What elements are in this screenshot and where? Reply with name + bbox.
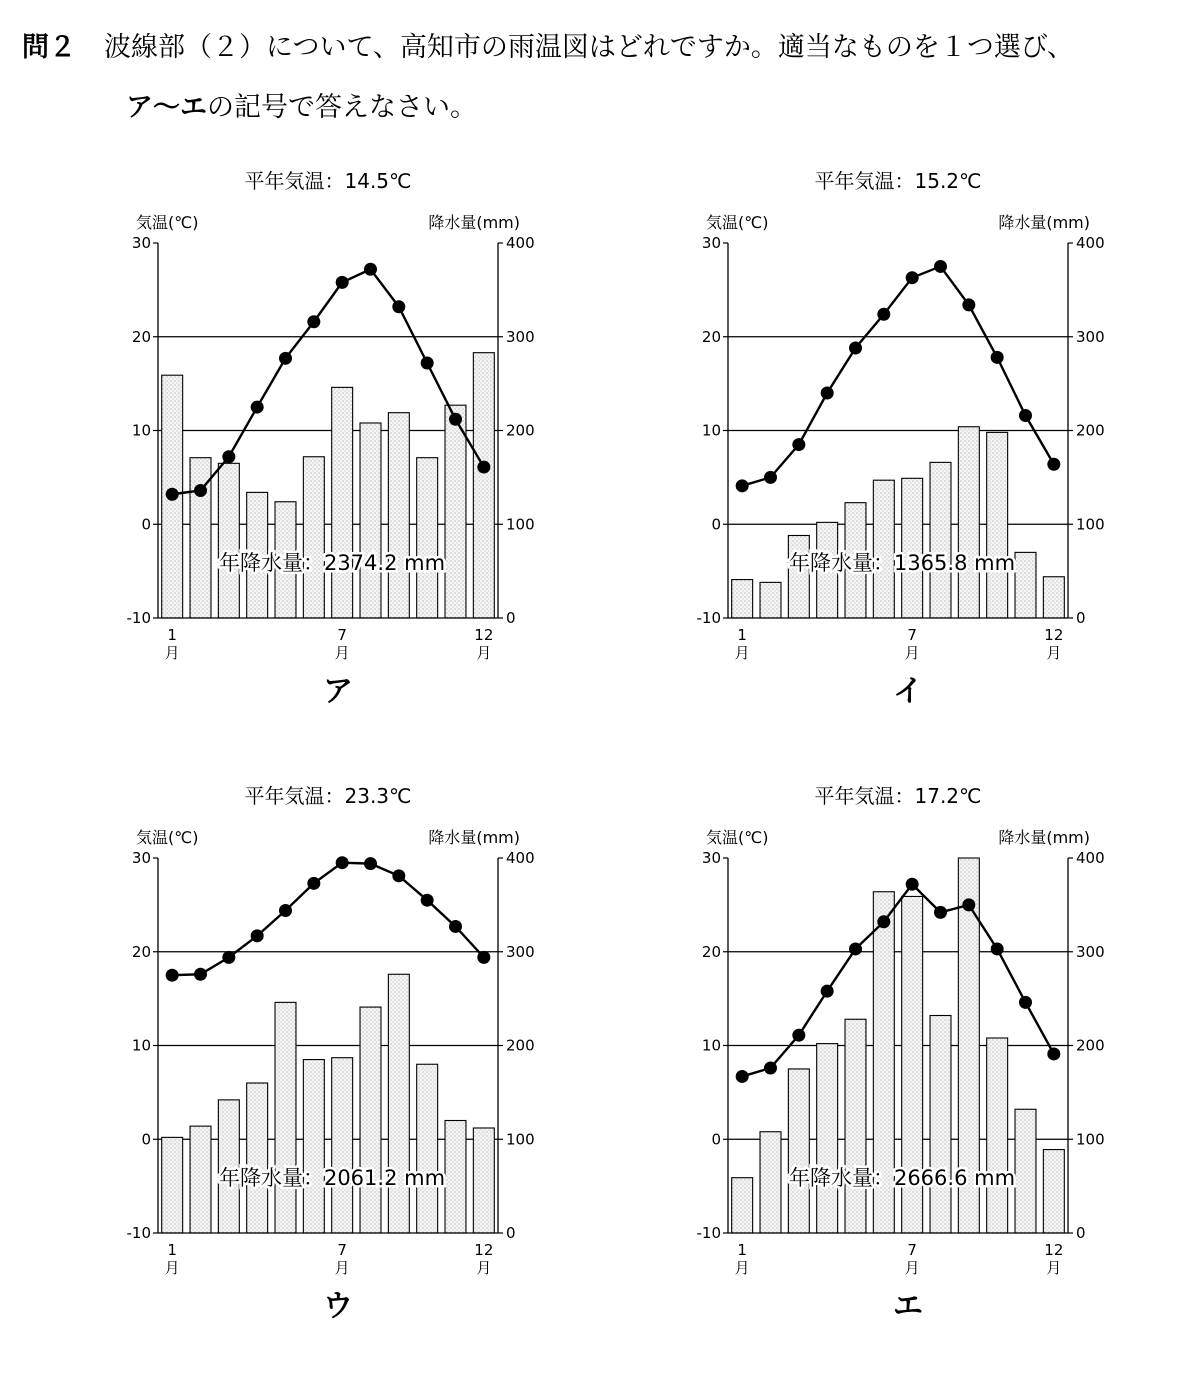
temp-point: [877, 915, 890, 928]
precip-bar: [417, 458, 438, 618]
precip-bar: [303, 1060, 324, 1233]
temp-point: [962, 898, 975, 911]
question-line-1: [22, 18, 1182, 78]
precip-tick-label: 0: [1076, 609, 1086, 627]
temp-tick-label: 10: [701, 421, 721, 440]
precip-bar: [247, 1083, 268, 1233]
precip-tick-label: 300: [1076, 327, 1105, 346]
temp-point: [736, 1070, 749, 1083]
precip-bar: [275, 1002, 296, 1233]
annual-precip-label: 年降水量：2061.2 mm: [218, 1166, 446, 1191]
temp-axis-label: 気温(℃): [136, 213, 199, 232]
x-tick-unit: 月: [1046, 644, 1062, 662]
temp-point: [421, 894, 434, 907]
temp-point: [222, 450, 235, 463]
precip-bar: [218, 463, 239, 618]
precip-bar: [332, 1058, 353, 1233]
temp-point: [166, 488, 179, 501]
precip-bar: [1015, 1109, 1036, 1233]
x-tick-number: 1: [167, 1241, 177, 1259]
precip-tick-label: 200: [1076, 421, 1105, 440]
precip-tick-label: 0: [506, 609, 516, 627]
temp-point: [792, 438, 805, 451]
x-tick-unit: 月: [904, 644, 920, 662]
temp-point: [166, 969, 179, 982]
temp-tick-label: 0: [711, 1130, 721, 1149]
temp-point: [792, 1029, 805, 1042]
temp-tick-label: 20: [701, 942, 721, 961]
chart-title: 平年気温：23.3℃: [244, 784, 412, 808]
temp-point: [336, 856, 349, 869]
precip-axis-label: 降水量(mm): [428, 828, 520, 847]
temp-point: [477, 461, 490, 474]
temp-tick-label: -10: [126, 609, 151, 627]
temp-point: [1019, 409, 1032, 422]
temp-point: [222, 951, 235, 964]
temp-tick-label: 0: [141, 515, 151, 534]
temp-point: [279, 352, 292, 365]
temp-point: [736, 479, 749, 492]
temp-point: [279, 904, 292, 917]
precip-bar: [332, 387, 353, 618]
precip-bar: [360, 1007, 381, 1233]
precip-bar: [388, 974, 409, 1233]
precip-bar: [732, 580, 753, 618]
temp-tick-label: 0: [141, 1130, 151, 1149]
x-tick-unit: 月: [476, 1259, 492, 1277]
x-tick-number: 7: [337, 1241, 347, 1259]
choice-label: イ: [893, 674, 923, 709]
x-tick-unit: 月: [734, 644, 750, 662]
x-tick-number: 1: [737, 1241, 747, 1259]
temp-point: [194, 484, 207, 497]
precip-bar: [473, 1128, 494, 1233]
precip-bar: [1043, 1150, 1064, 1233]
precip-tick-label: 200: [506, 1036, 535, 1055]
temp-point: [251, 401, 264, 414]
temp-tick-label: 20: [131, 327, 151, 346]
precip-tick-label: 200: [506, 421, 535, 440]
precip-tick-label: 100: [506, 515, 535, 534]
precip-bar: [930, 1016, 951, 1234]
temp-point: [821, 985, 834, 998]
x-tick-number: 7: [907, 626, 917, 644]
precip-bar: [817, 1044, 838, 1233]
choice-label: ウ: [323, 1289, 353, 1324]
temp-point: [392, 300, 405, 313]
temp-point: [906, 878, 919, 891]
temp-tick-label: 10: [701, 1036, 721, 1055]
temp-point: [991, 942, 1004, 955]
choice-label: ア: [323, 674, 353, 709]
x-tick-unit: 月: [334, 1259, 350, 1277]
x-tick-number: 12: [1044, 1241, 1064, 1259]
temp-axis-label: 気温(℃): [136, 828, 199, 847]
temp-tick-label: 0: [711, 515, 721, 534]
x-tick-number: 1: [737, 626, 747, 644]
temp-axis-label: 気温(℃): [706, 828, 769, 847]
temp-tick-label: 20: [701, 327, 721, 346]
precip-bar: [788, 536, 809, 619]
temp-point: [934, 260, 947, 273]
x-tick-number: 7: [907, 1241, 917, 1259]
x-tick-unit: 月: [1046, 1259, 1062, 1277]
precip-bar: [873, 480, 894, 618]
annual-precip-label: 年降水量：2666.6 mm: [788, 1166, 1016, 1191]
temp-point: [449, 413, 462, 426]
chart-title: 平年気温：14.5℃: [244, 169, 412, 193]
precip-tick-label: 300: [506, 942, 535, 961]
temp-point: [849, 342, 862, 355]
temp-point: [307, 315, 320, 328]
temp-point: [364, 857, 377, 870]
temp-tick-label: 30: [701, 234, 721, 252]
precip-tick-label: 300: [506, 327, 535, 346]
precip-bar: [1015, 552, 1036, 618]
x-tick-number: 1: [167, 626, 177, 644]
precip-tick-label: 400: [1076, 849, 1105, 867]
precip-bar: [760, 1132, 781, 1233]
temp-point: [194, 968, 207, 981]
precip-bar: [388, 413, 409, 618]
precip-tick-label: 0: [506, 1224, 516, 1242]
temp-point: [934, 906, 947, 919]
temp-point: [364, 263, 377, 276]
precip-bar: [987, 1038, 1008, 1233]
precip-bar: [845, 1019, 866, 1233]
temp-point: [821, 387, 834, 400]
temp-tick-label: -10: [126, 1224, 151, 1242]
precip-bar: [958, 427, 979, 618]
temp-point: [1019, 996, 1032, 1009]
precip-tick-label: 0: [1076, 1224, 1086, 1242]
annual-precip-label: 年降水量：2374.2 mm: [218, 551, 446, 576]
precip-bar: [732, 1178, 753, 1233]
chart-title: 平年気温：17.2℃: [814, 784, 982, 808]
annual-precip-label: 年降水量：1365.8 mm: [788, 551, 1016, 576]
temp-point: [991, 351, 1004, 364]
temp-point: [962, 298, 975, 311]
x-tick-number: 12: [474, 1241, 494, 1259]
precip-tick-label: 400: [506, 849, 535, 867]
question-number: 問２: [22, 32, 76, 63]
temp-point: [392, 869, 405, 882]
temp-point: [449, 920, 462, 933]
temp-point: [906, 271, 919, 284]
temp-point: [1047, 458, 1060, 471]
x-tick-number: 12: [474, 626, 494, 644]
x-tick-unit: 月: [334, 644, 350, 662]
x-tick-unit: 月: [476, 644, 492, 662]
temp-tick-label: -10: [696, 1224, 721, 1242]
temp-point: [764, 1062, 777, 1075]
question-instruction: の記号で答えなさい。: [207, 92, 477, 123]
temp-point: [877, 308, 890, 321]
temp-tick-label: 30: [131, 849, 151, 867]
temp-point: [764, 471, 777, 484]
question-line-2: [22, 78, 1182, 138]
temp-tick-label: 20: [131, 942, 151, 961]
x-tick-unit: 月: [164, 644, 180, 662]
x-tick-unit: 月: [164, 1259, 180, 1277]
precip-tick-label: 100: [506, 1130, 535, 1149]
temp-tick-label: -10: [696, 609, 721, 627]
precip-tick-label: 400: [1076, 234, 1105, 252]
precip-tick-label: 300: [1076, 942, 1105, 961]
temp-tick-label: 10: [131, 421, 151, 440]
precip-axis-label: 降水量(mm): [998, 828, 1090, 847]
precip-bar: [445, 1121, 466, 1234]
precip-bar: [417, 1064, 438, 1233]
temp-point: [307, 877, 320, 890]
question-text: 波線部（２）について、高知市の雨温図はどれですか。適当なものを１つ選び、: [104, 32, 1074, 63]
precip-axis-label: 降水量(mm): [998, 213, 1090, 232]
temp-point: [336, 276, 349, 289]
climate-chart-a: [126, 160, 535, 720]
precip-bar: [788, 1069, 809, 1233]
precip-tick-label: 400: [506, 234, 535, 252]
precip-tick-label: 100: [1076, 1130, 1105, 1149]
precip-tick-label: 100: [1076, 515, 1105, 534]
temp-point: [1047, 1047, 1060, 1060]
x-tick-unit: 月: [904, 1259, 920, 1277]
precip-tick-label: 200: [1076, 1036, 1105, 1055]
precip-bar: [473, 353, 494, 618]
precip-bar: [303, 457, 324, 618]
precip-bar: [162, 1137, 183, 1233]
chart-title: 平年気温：15.2℃: [814, 169, 982, 193]
temp-point: [849, 942, 862, 955]
climate-chart-e: [696, 775, 1105, 1335]
answer-choices-range: ア～エ: [126, 92, 207, 123]
choice-label: エ: [893, 1289, 923, 1324]
temp-point: [477, 951, 490, 964]
climate-chart-i: [696, 160, 1105, 720]
x-tick-unit: 月: [734, 1259, 750, 1277]
temp-tick-label: 30: [701, 849, 721, 867]
question-block: [22, 18, 1182, 138]
precip-bar: [445, 405, 466, 618]
precip-bar: [930, 462, 951, 618]
climate-chart-u: [126, 775, 535, 1335]
precip-bar: [760, 582, 781, 618]
temp-point: [421, 357, 434, 370]
precip-bar: [902, 478, 923, 618]
temp-point: [251, 929, 264, 942]
temp-line: [172, 863, 484, 976]
x-tick-number: 12: [1044, 626, 1064, 644]
temp-tick-label: 30: [131, 234, 151, 252]
temp-tick-label: 10: [131, 1036, 151, 1055]
precip-bar: [190, 1126, 211, 1233]
x-tick-number: 7: [337, 626, 347, 644]
precip-bar: [360, 423, 381, 618]
precip-bar: [987, 432, 1008, 618]
precip-axis-label: 降水量(mm): [428, 213, 520, 232]
precip-bar: [1043, 577, 1064, 618]
temp-axis-label: 気温(℃): [706, 213, 769, 232]
